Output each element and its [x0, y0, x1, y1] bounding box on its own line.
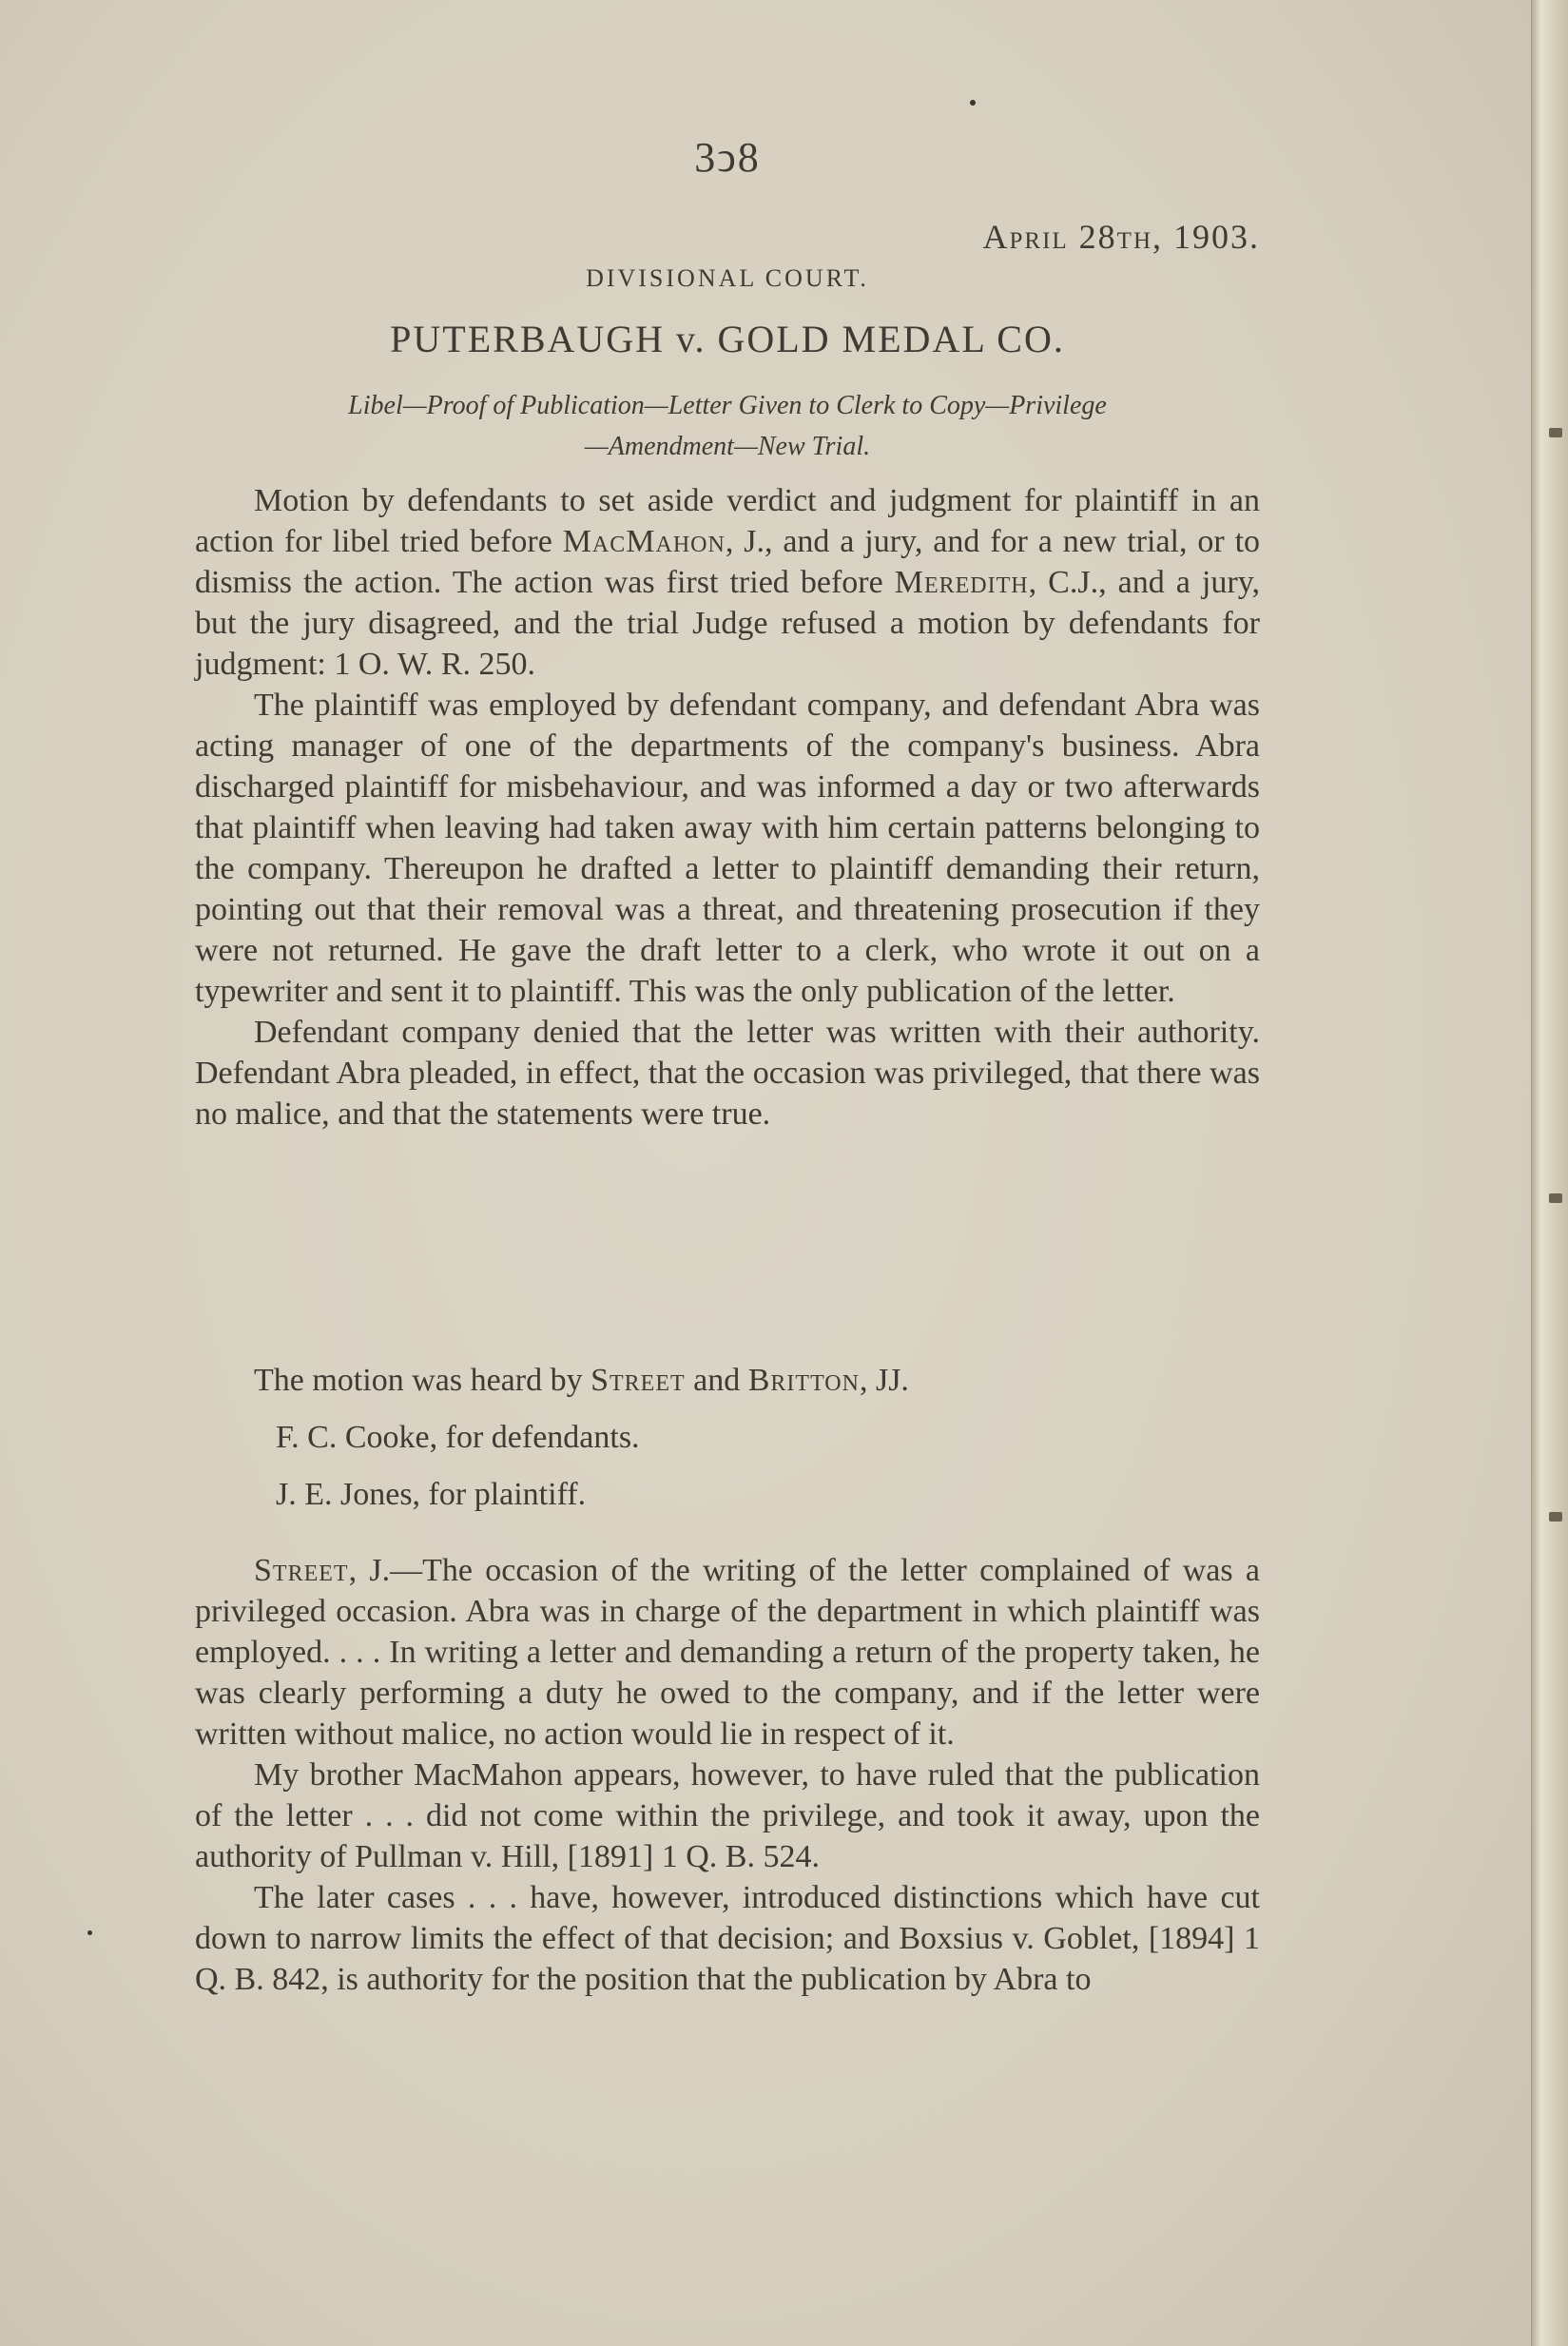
paragraph: Motion by defendants to set aside verdict and judgment for plaintiff in an action for libel tried before MacMahon, J., and a jury, and for a new trial, or to dismiss the action. The action was first tried before Meredith, C.J., and a jury, but the jury disagreed, and the trial Judge refused a motion by defendants for judgment: 1 O. W. R. 250.	[195, 483, 1261, 682]
judge-name: Street	[590, 1363, 686, 1398]
ink-speck	[970, 100, 976, 106]
judge-name: Meredith	[894, 565, 1029, 600]
decision-date: April 28th, 1903.	[982, 218, 1260, 256]
case-title: PUTERBAUGH v. GOLD MEDAL CO.	[390, 318, 1065, 360]
edge-mark	[1549, 1193, 1562, 1203]
counsel-defendants: F. C. Cooke, for defendants.	[276, 1420, 640, 1455]
headnote-line: —Amendment—New Trial.	[584, 432, 871, 461]
edge-mark	[1549, 428, 1562, 437]
paragraph: Street, J.—The occasion of the writing of the letter complained of was a privileged occasion. Abra was in charge of the department in which plaintiff was employed. . . . In writing a letter and demanding a return of the property taken, he was clearly performing a duty he owed to the company, and if the letter were written without malice, no action would lie in respect of it.	[195, 1553, 1260, 1752]
judge-name: MacMahon	[562, 524, 726, 559]
paragraph: My brother MacMahon appears, however, to have ruled that the publication of the letter . . . did not come within the privilege, and took it away, upon the authority of Pullman v. Hill, [1891] 1 Q. B. 524.	[195, 1757, 1260, 1874]
judge-name: Street	[254, 1553, 349, 1588]
court-name: DIVISIONAL COURT.	[586, 264, 869, 292]
paragraph: The later cases . . . have, however, introduced distinctions which have cut down to narrow limits the effect of that decision; and Boxsius v. Goblet, [1894] 1 Q. B. 842, is authority for the position that the publication by Abra to	[195, 1880, 1260, 1997]
page-number: 3ↄ8	[694, 134, 761, 181]
headnote-line: Libel—Proof of Publication—Letter Given to Clerk to Copy—Privilege	[348, 391, 1107, 420]
ink-speck	[87, 1930, 92, 1935]
paragraph: The motion was heard by Street and Britton, JJ.	[254, 1363, 909, 1398]
counsel-plaintiff: J. E. Jones, for plaintiff.	[276, 1477, 587, 1512]
judge-name: Britton	[747, 1363, 860, 1398]
edge-mark	[1549, 1512, 1562, 1522]
hearing-line	[195, 1360, 1260, 1401]
judgment-text	[195, 1550, 1260, 2000]
paragraph: Defendant company denied that the letter was written with their authority. Defendant Abra pleaded, in effect, that the occasion was privileged, that there was no malice, and that the statements were true.	[195, 1015, 1260, 1132]
headnote	[195, 385, 1260, 467]
paragraph: The plaintiff was employed by defendant company, and defendant Abra was acting manager of one of the departments of the company's business. Abra discharged plaintiff for misbehaviour, and was informed a day or two afterwards that plaintiff when leaving had taken away with him certain patterns belonging to the company. Thereupon he drafted a letter to plaintiff demanding their return, pointing out that their removal was a threat, and threatening prosecution if they were not returned. He gave the draft letter to a clerk, who wrote it out on a typewriter and sent it to plaintiff. This was the only publication of the letter.	[195, 688, 1260, 1009]
page-edge	[1531, 0, 1568, 2346]
motion-statement	[195, 480, 1260, 1134]
